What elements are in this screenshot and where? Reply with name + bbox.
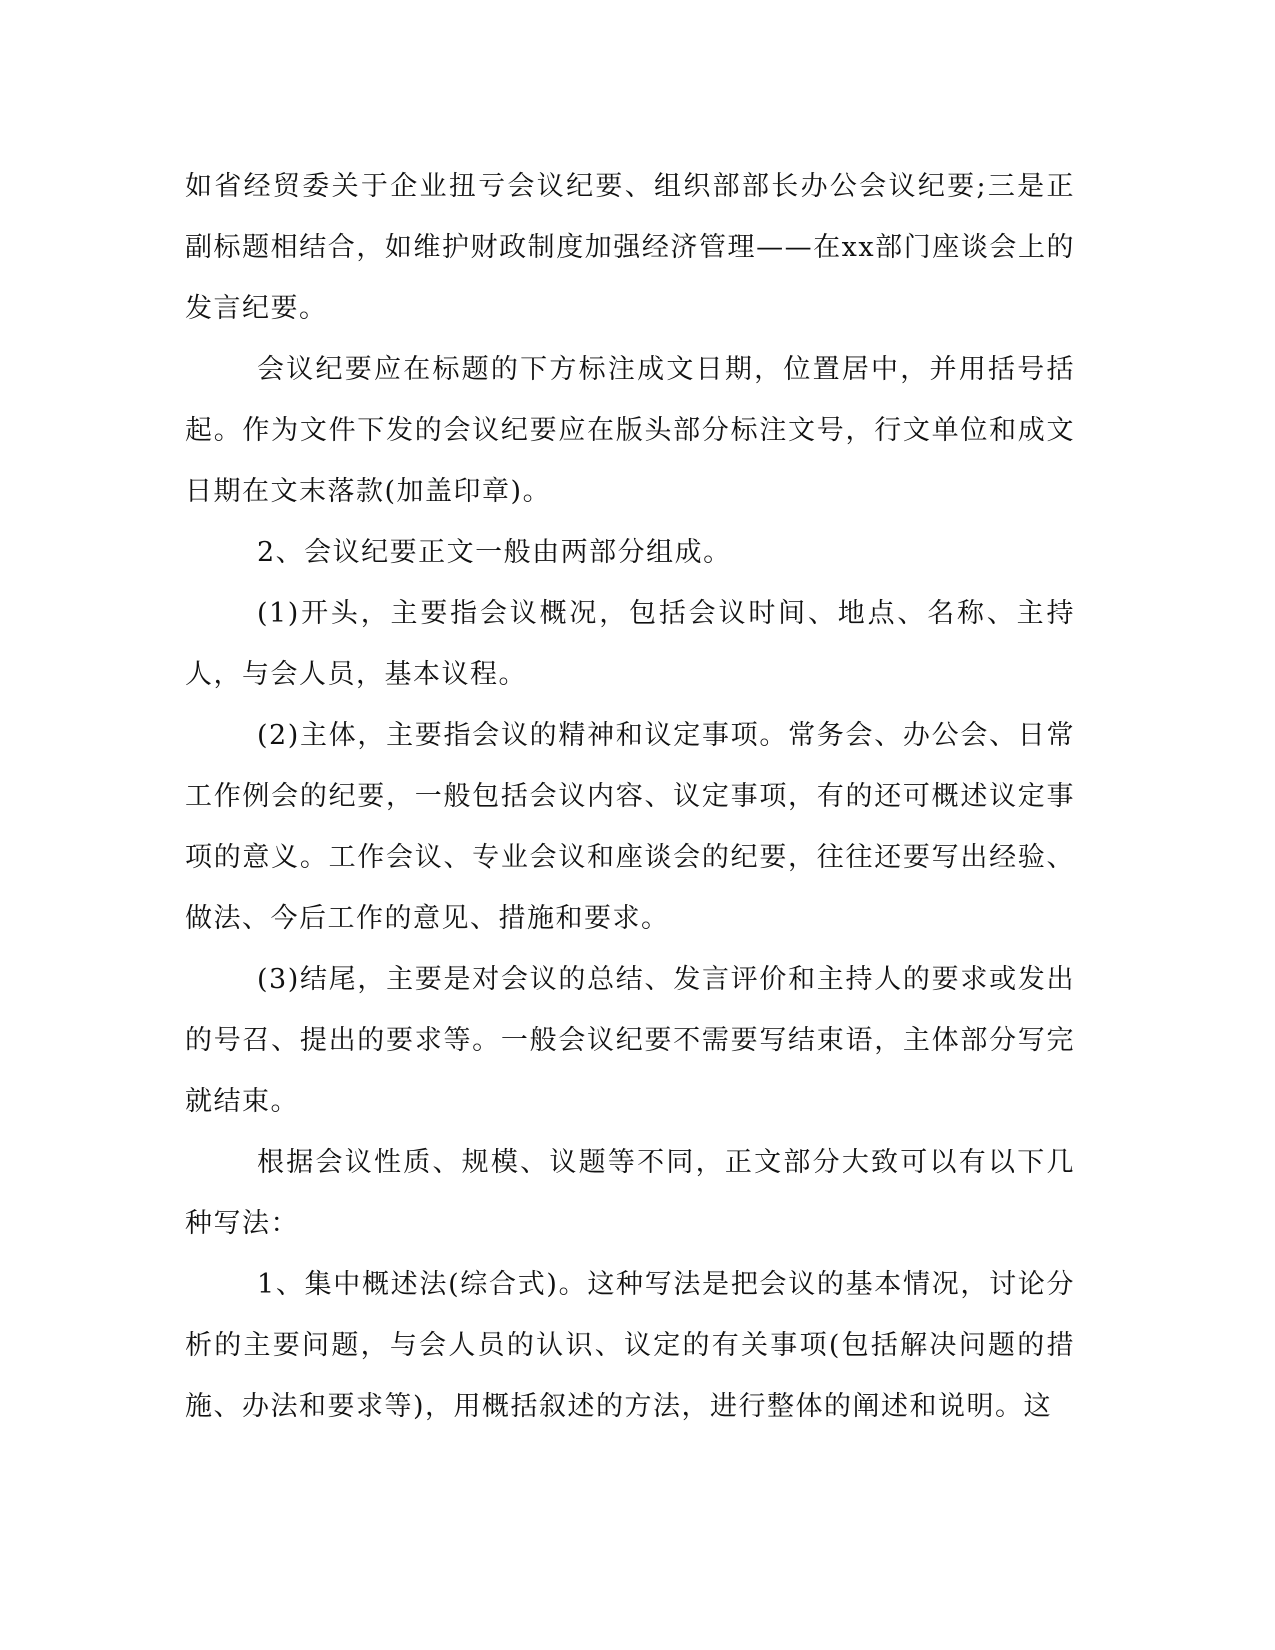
- paragraph-opening: (1)开头，主要指会议概况，包括会议时间、地点、名称、主持人，与会人员，基本议程。: [185, 598, 1075, 690]
- paragraph-ending: (3)结尾，主要是对会议的总结、发言评价和主持人的要求或发出的号召、提出的要求等。一般会议纪要不需要写结束语，主体部分写完就结束。: [185, 964, 1075, 1117]
- paragraph-title-forms: 如省经贸委关于企业扭亏会议纪要、组织部部长办公会议纪要;三是正副标题相结合，如维护财政制度加强经济管理——在xx部门座谈会上的发言纪要。: [185, 171, 1075, 324]
- document-body: [185, 156, 1075, 1437]
- paragraph-date-placement: 会议纪要应在标题的下方标注成文日期，位置居中，并用括号括起。作为文件下发的会议纪要应在版头部分标注文号，行文单位和成文日期在文末落款(加盖印章)。: [185, 354, 1075, 507]
- paragraph-writing-methods: 根据会议性质、规模、议题等不同，正文部分大致可以有以下几种写法：: [185, 1147, 1075, 1239]
- paragraph-summary-method: 1、集中概述法(综合式)。这种写法是把会议的基本情况，讨论分析的主要问题，与会人员的认识、议定的有关事项(包括解决问题的措施、办法和要求等)，用概括叙述的方法，进行整体的阐述和说明。这: [185, 1269, 1075, 1422]
- paragraph-body-structure: 2、会议纪要正文一般由两部分组成。: [257, 537, 732, 568]
- paragraph-main-body: (2)主体，主要指会议的精神和议定事项。常务会、办公会、日常工作例会的纪要，一般包括会议内容、议定事项，有的还可概述议定事项的意义。工作会议、专业会议和座谈会的纪要，往往还要写出经验、做法、今后工作的意见、措施和要求。: [185, 720, 1075, 934]
